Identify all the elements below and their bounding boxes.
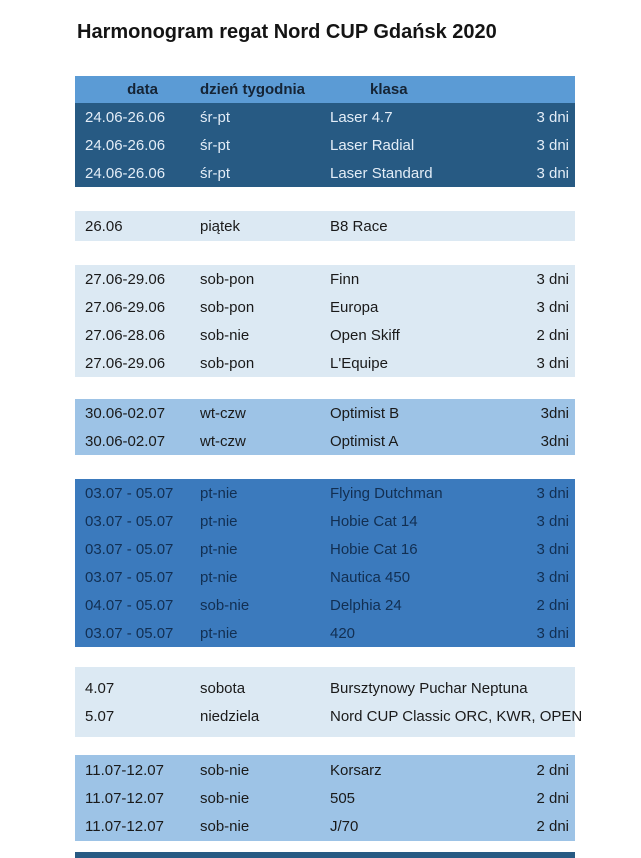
page-title: Harmonogram regat Nord CUP Gdańsk 2020	[77, 21, 497, 43]
table-row	[75, 103, 575, 131]
table-section	[75, 265, 575, 377]
days-cell: 3 dni	[536, 540, 569, 558]
date-cell: 30.06-02.07	[85, 404, 166, 422]
day-cell: sob-nie	[200, 326, 250, 344]
date-cell: 4.07	[85, 679, 115, 697]
table-row	[75, 702, 583, 730]
klass-cell: B8 Race	[330, 217, 388, 235]
day-cell: pt-nie	[200, 512, 238, 530]
table-row	[75, 756, 575, 784]
klass-cell: 505	[330, 789, 356, 807]
table-row	[75, 427, 575, 455]
table-row	[75, 784, 575, 812]
table-row	[75, 159, 575, 187]
table-section	[75, 479, 575, 647]
days-cell: 3 dni	[536, 108, 569, 126]
table-row	[75, 321, 575, 349]
table-row	[75, 399, 575, 427]
header-cell-class: klasa	[370, 81, 408, 98]
date-cell: 11.07-12.07	[85, 817, 164, 835]
date-cell: 03.07 - 05.07	[85, 512, 174, 530]
date-cell: 03.07 - 05.07	[85, 540, 174, 558]
date-cell: 11.07-12.07	[85, 789, 164, 807]
days-cell: 3 dni	[536, 484, 569, 502]
klass-cell: L'Equipe	[330, 354, 388, 372]
day-cell: sob-pon	[200, 354, 255, 372]
klass-cell: Hobie Cat 16	[330, 540, 418, 558]
klass-cell: Optimist A	[330, 432, 399, 450]
header-cell-day: dzień tygodnia	[200, 81, 305, 98]
table-header-row	[75, 76, 575, 103]
date-cell: 5.07	[85, 707, 115, 725]
days-cell: 3 dni	[536, 354, 569, 372]
klass-cell: Nautica 450	[330, 568, 411, 586]
table-row	[75, 535, 575, 563]
day-cell: wt-czw	[200, 404, 246, 422]
table-section	[75, 399, 575, 455]
days-cell: 3 dni	[536, 136, 569, 154]
day-cell: śr-pt	[200, 136, 230, 154]
table-section	[75, 755, 575, 841]
date-cell: 27.06-29.06	[85, 354, 166, 372]
days-cell: 3 dni	[536, 164, 569, 182]
header-cell-date: data	[127, 81, 158, 98]
date-cell: 27.06-29.06	[85, 298, 166, 316]
days-cell: 2 dni	[536, 817, 569, 835]
day-cell: sobota	[200, 679, 246, 697]
day-cell: śr-pt	[200, 164, 230, 182]
day-cell: sob-pon	[200, 298, 255, 316]
table-row	[75, 507, 575, 535]
date-cell: 24.06-26.06	[85, 108, 166, 126]
date-cell: 26.06	[85, 217, 123, 235]
table-row	[75, 131, 575, 159]
date-cell: 03.07 - 05.07	[85, 624, 174, 642]
klass-cell: Bursztynowy Puchar Neptuna	[330, 679, 528, 697]
klass-cell: Laser 4.7	[330, 108, 393, 126]
date-cell: 30.06-02.07	[85, 432, 166, 450]
table-row	[75, 349, 575, 377]
klass-cell: Open Skiff	[330, 326, 400, 344]
klass-cell: Optimist B	[330, 404, 400, 422]
days-cell: 2 dni	[536, 596, 569, 614]
klass-cell: J/70	[330, 817, 359, 835]
klass-cell: 420	[330, 624, 356, 642]
date-cell: 27.06-28.06	[85, 326, 166, 344]
day-cell: sob-pon	[200, 270, 255, 288]
table-row	[75, 674, 575, 702]
table-section	[75, 211, 575, 241]
table-row	[75, 619, 575, 647]
date-cell: 04.07 - 05.07	[85, 596, 174, 614]
day-cell: piątek	[200, 217, 241, 235]
table-row	[75, 591, 575, 619]
table-row	[75, 812, 575, 840]
date-cell: 03.07 - 05.07	[85, 568, 174, 586]
date-cell: 24.06-26.06	[85, 136, 166, 154]
day-cell: niedziela	[200, 707, 260, 725]
days-cell: 3 dni	[536, 624, 569, 642]
day-cell: sob-nie	[200, 817, 250, 835]
next-section-top-edge	[75, 852, 575, 858]
date-cell: 11.07-12.07	[85, 761, 164, 779]
days-cell: 3 dni	[536, 298, 569, 316]
date-cell: 03.07 - 05.07	[85, 484, 174, 502]
day-cell: śr-pt	[200, 108, 230, 126]
klass-cell: Korsarz	[330, 761, 382, 779]
klass-cell: Flying Dutchman	[330, 484, 443, 502]
day-cell: pt-nie	[200, 568, 238, 586]
days-cell: 3dni	[540, 432, 569, 450]
table-row	[75, 212, 575, 240]
table-sections	[75, 103, 583, 841]
table-section	[75, 103, 575, 187]
table-row	[75, 265, 575, 293]
table-row	[75, 479, 575, 507]
klass-cell: Laser Radial	[330, 136, 415, 154]
klass-cell: Finn	[330, 270, 360, 288]
days-cell: 2 dni	[536, 761, 569, 779]
day-cell: sob-nie	[200, 596, 250, 614]
date-cell: 27.06-29.06	[85, 270, 166, 288]
klass-cell: Hobie Cat 14	[330, 512, 418, 530]
klass-cell: Delphia 24	[330, 596, 402, 614]
klass-cell: Europa	[330, 298, 379, 316]
days-cell: 2 dni	[536, 789, 569, 807]
day-cell: sob-nie	[200, 761, 250, 779]
date-cell: 24.06-26.06	[85, 164, 166, 182]
days-cell: 3dni	[540, 404, 569, 422]
day-cell: pt-nie	[200, 624, 238, 642]
klass-cell: Nord CUP Classic ORC, KWR, OPEN	[330, 707, 583, 725]
day-cell: wt-czw	[200, 432, 246, 450]
table-row	[75, 563, 575, 591]
table-row	[75, 293, 575, 321]
day-cell: pt-nie	[200, 540, 238, 558]
days-cell: 2 dni	[536, 326, 569, 344]
days-cell: 3 dni	[536, 270, 569, 288]
days-cell: 3 dni	[536, 568, 569, 586]
klass-cell: Laser Standard	[330, 164, 433, 182]
days-cell: 3 dni	[536, 512, 569, 530]
day-cell: pt-nie	[200, 484, 238, 502]
table-section	[75, 667, 583, 737]
schedule-table	[75, 76, 583, 858]
day-cell: sob-nie	[200, 789, 250, 807]
